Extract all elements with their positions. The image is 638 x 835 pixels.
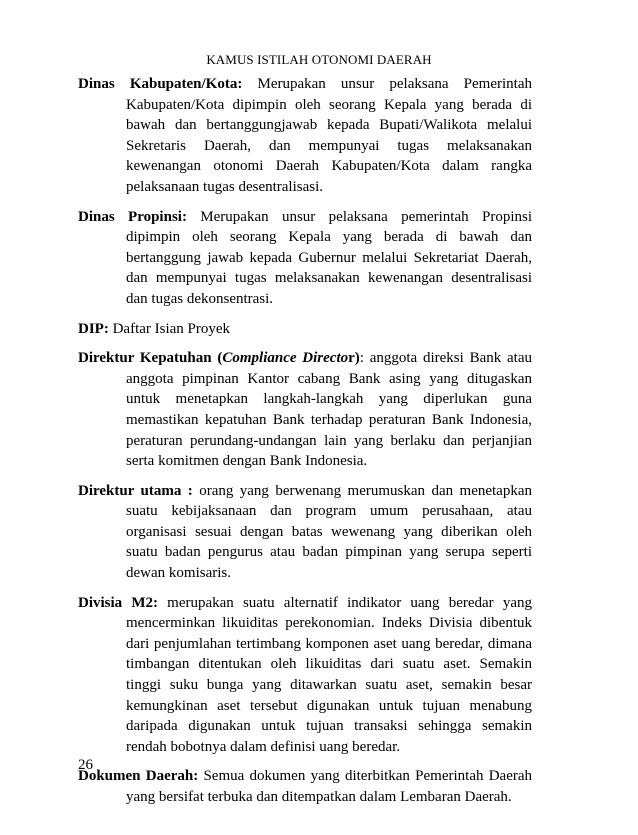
entry-term: Dokumen Daerah: [78, 768, 199, 785]
entry-definition: : anggota direksi Bank atau anggota pimpinan Kantor cabang Bank asing yang ditugaskan untuk menetapkan langkah-langkah yang diperlukan guna memastikan kepatuhan Bank terhadap peraturan Bank Indonesia, peraturan perundang-undangan lain yang berlaku dan perjanjian serta komitmen dengan Bank Indonesia. [126, 350, 532, 470]
entry-definition: Merupakan unsur pelaksana pemerintah Propinsi dipimpin oleh seorang Kepala yang berada di bawah dan bertanggung jawab kepada Gubernur melalui Sekretariat Daerah, dan mempunyai tugas melaksanakan kewenangan desentralisasi dan tugas dekonsentrasi. [126, 208, 532, 307]
entry-definition: Semua dokumen yang diterbitkan Pemerintah Daerah yang bersifat terbuka dan ditempatkan dalam Lembaran Daerah. [126, 768, 533, 805]
page-number: 26 [78, 757, 93, 773]
glossary-entries [78, 74, 532, 817]
entry-dinas-kabupaten-kota [78, 74, 532, 198]
running-header: KAMUS ISTILAH OTONOMI DAERAH [206, 52, 432, 67]
entry-definition: orang yang berwenang merumuskan dan menetapkan suatu kebijaksanaan dan program umum perusahaan, atau organisasi sesuai dengan batas wewenang yang diberikan oleh suatu badan pengurus atau badan pimpinan yang serupa seperti dewan komisaris. [126, 482, 532, 582]
entry-note-english: Compliance Directo [222, 350, 349, 367]
entry-term: Divisia M2: [78, 594, 158, 611]
entry-dip [78, 319, 532, 340]
entry-dokumen-daerah [78, 766, 532, 807]
entry-term: Direktur Kepatuhan [78, 350, 212, 367]
entry-definition: Merupakan unsur pelaksana Pemerintah Kabupaten/Kota dipimpin oleh seorang Kepala yang berada di bawah dan bertanggungjawab kepada Bupati/Walikota melalui Sekretaris Daerah, dan mempunyai tugas melaksanakan kewenangan otonomi Daerah Kabupaten/Kota dalam rangka pelaksanaan tugas desentralisasi. [126, 76, 532, 195]
entry-term: Direktur utama : [78, 482, 193, 499]
entry-note-open: ( [211, 350, 223, 367]
entry-direktur-kepatuhan [78, 348, 532, 472]
entry-definition: merupakan suatu alternatif indikator uang beredar yang mencerminkan likuiditas perekonomian. Indeks Divisia dibentuk dari penjumlahan tertimbang komponen aset uang beredar, dimana timbangan ditentukan oleh likuiditas dari suatu aset. Semakin tinggi suku bunga yang ditawarkan suatu aset, semakin besar kemungkinan aset tersebut digunakan untuk tujuan menabung daripada digunakan untuk tujuan transaksi sehingga semakin rendah bobotnya dalam definisi uang beredar. [126, 594, 533, 755]
entry-dinas-propinsi [78, 207, 532, 310]
entry-note-close: r) [348, 350, 360, 367]
entry-term: Dinas Kabupaten/Kota: [78, 76, 243, 92]
entry-term: DIP: [78, 320, 109, 337]
entry-divisia-m2 [78, 593, 532, 758]
entry-definition: Daftar Isian Proyek [108, 320, 231, 337]
entry-term: Dinas Propinsi: [78, 208, 187, 225]
entry-direktur-utama [78, 481, 532, 584]
